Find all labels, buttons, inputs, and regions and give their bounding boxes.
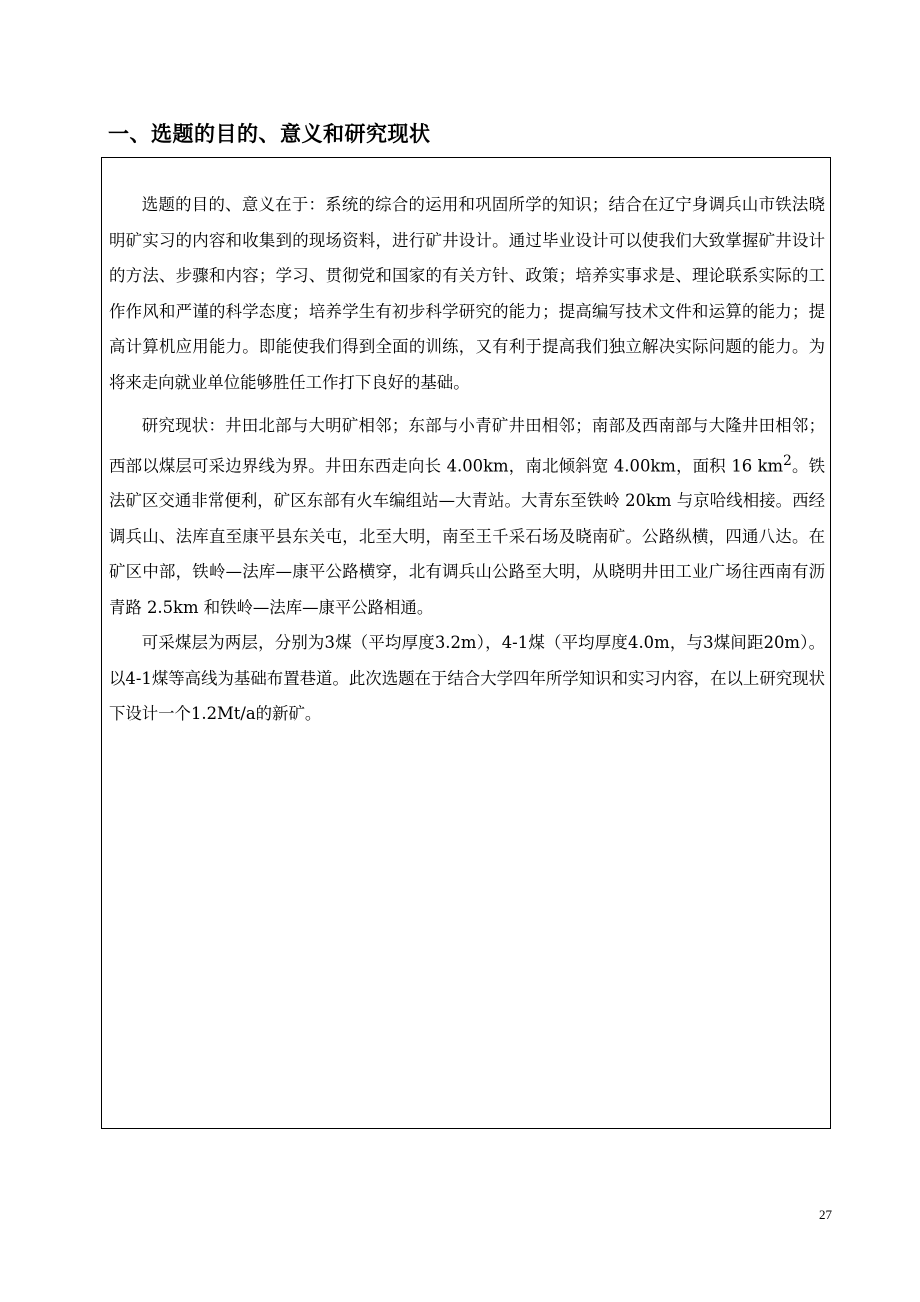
content-body: [109, 187, 825, 732]
page-number: 27: [819, 1207, 832, 1222]
coal-seams-paragraph: 可采煤层为两层，分别为3煤（平均厚度3.2m），4-1煤（平均厚度4.0m，与3煤间距20m）。以4-1煤等高线为基础布置巷道。此次选题在于结合大学四年所学知识和实习内容，在以上研究现状下设计一个1.2Mt/a的新矿。: [109, 633, 825, 724]
research-status-text-b: 。铁法矿区交通非常便利，矿区东部有火车编组站—大青站。大青东至铁岭 20km 与京哈线相接。西经调兵山、法库直至康平县东关屯，北至大明，南至王千采石场及晓南矿。公路纵横，四通八达。在矿区中部，铁岭—法库—康平公路横穿，北有调兵山公路至大明，从晓明井田工业广场往西南有沥青路 2.5km 和铁岭—法库—康平公路相通。: [109, 455, 825, 617]
research-status-text-a: 研究现状：井田北部与大明矿相邻；东部与小青矿井田相邻；南部及西南部与大隆井田相邻；西部以煤层可采边界线为界。井田东西走向长 4.00km，南北倾斜宽 4.00km，面积 16 km: [109, 416, 825, 475]
section-heading: 一、选题的目的、意义和研究现状: [108, 122, 431, 146]
purpose-paragraph: 选题的目的、意义在于：系统的综合的运用和巩固所学的知识；结合在辽宁身调兵山市铁法晓明矿实习的内容和收集到的现场资料，进行矿井设计。通过毕业设计可以使我们大致掌握矿井设计的方法、步骤和内容；学习、贯彻党和国家的有关方针、政策；培养实事求是、理论联系实际的工作作风和严谨的科学态度；培养学生有初步科学研究的能力；提高编写技术文件和运算的能力；提高计算机应用能力。即能使我们得到全面的训练，又有利于提高我们独立解决实际问题的能力。为将来走向就业单位能够胜任工作打下良好的基础。: [109, 195, 825, 392]
research-status-paragraph: [109, 408, 825, 625]
area-unit-superscript: 2: [783, 452, 792, 469]
